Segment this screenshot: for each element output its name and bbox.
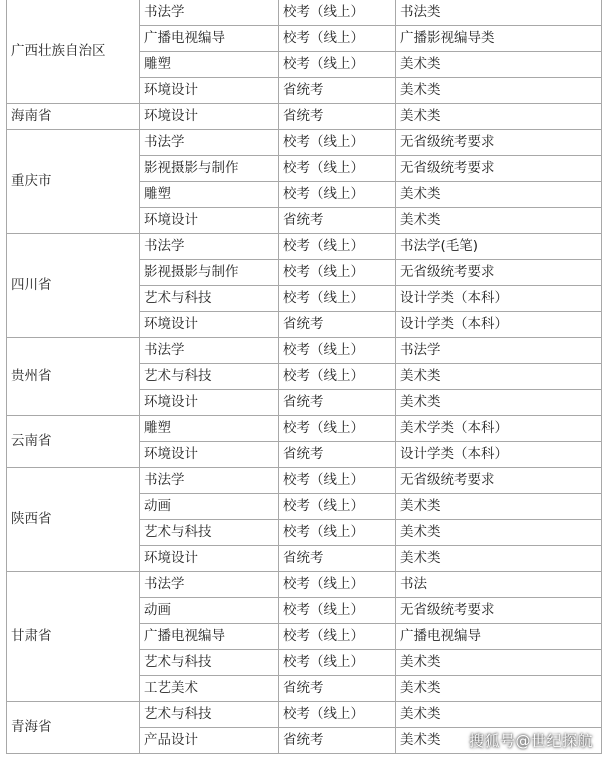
category-cell: 无省级统考要求: [396, 156, 602, 182]
category-cell: 无省级统考要求: [396, 130, 602, 156]
category-cell: 无省级统考要求: [396, 468, 602, 494]
major-cell: 书法学: [140, 0, 279, 26]
category-cell: 书法学: [396, 338, 602, 364]
exam-type-cell: 校考（线上）: [279, 520, 396, 546]
major-cell: 环境设计: [140, 390, 279, 416]
province-cell: 四川省: [7, 234, 140, 338]
exam-type-cell: 校考（线上）: [279, 702, 396, 728]
category-cell: 广播影视编导类: [396, 26, 602, 52]
major-cell: 产品设计: [140, 728, 279, 754]
exam-type-cell: 省统考: [279, 728, 396, 754]
exam-type-cell: 校考（线上）: [279, 26, 396, 52]
category-cell: 设计学类（本科）: [396, 312, 602, 338]
table-row: [7, 130, 602, 156]
exam-type-cell: 省统考: [279, 78, 396, 104]
table-body: [7, 0, 602, 754]
exam-type-cell: 校考（线上）: [279, 572, 396, 598]
major-cell: 广播电视编导: [140, 624, 279, 650]
category-cell: 美术类: [396, 104, 602, 130]
major-cell: 雕塑: [140, 182, 279, 208]
category-cell: 无省级统考要求: [396, 260, 602, 286]
exam-type-cell: 校考（线上）: [279, 130, 396, 156]
major-cell: 环境设计: [140, 312, 279, 338]
major-cell: 书法学: [140, 572, 279, 598]
major-cell: 影视摄影与制作: [140, 260, 279, 286]
exam-type-cell: 省统考: [279, 442, 396, 468]
province-cell: 云南省: [7, 416, 140, 468]
major-cell: 艺术与科技: [140, 520, 279, 546]
province-cell: 青海省: [7, 702, 140, 754]
exam-type-cell: 校考（线上）: [279, 650, 396, 676]
major-cell: 雕塑: [140, 52, 279, 78]
major-cell: 艺术与科技: [140, 702, 279, 728]
exam-type-cell: 校考（线上）: [279, 468, 396, 494]
major-cell: 艺术与科技: [140, 650, 279, 676]
province-cell: 甘肃省: [7, 572, 140, 702]
province-cell: 海南省: [7, 104, 140, 130]
table-row: [7, 572, 602, 598]
major-cell: 环境设计: [140, 104, 279, 130]
major-cell: 书法学: [140, 234, 279, 260]
exam-type-cell: 校考（线上）: [279, 364, 396, 390]
major-cell: 环境设计: [140, 546, 279, 572]
exam-type-cell: 省统考: [279, 676, 396, 702]
category-cell: 美术类: [396, 728, 602, 754]
category-cell: 美术类: [396, 650, 602, 676]
table-row: [7, 468, 602, 494]
category-cell: 美术类: [396, 78, 602, 104]
major-cell: 书法学: [140, 338, 279, 364]
exam-type-cell: 校考（线上）: [279, 624, 396, 650]
category-cell: 广播电视编导: [396, 624, 602, 650]
exam-type-cell: 校考（线上）: [279, 0, 396, 26]
exam-type-cell: 省统考: [279, 208, 396, 234]
category-cell: 书法: [396, 572, 602, 598]
major-cell: 艺术与科技: [140, 286, 279, 312]
category-cell: 设计学类（本科）: [396, 442, 602, 468]
category-cell: 美术类: [396, 364, 602, 390]
category-cell: 书法学(毛笔): [396, 234, 602, 260]
category-cell: 美术类: [396, 390, 602, 416]
category-cell: 无省级统考要求: [396, 598, 602, 624]
category-cell: 美术类: [396, 676, 602, 702]
exam-type-cell: 校考（线上）: [279, 494, 396, 520]
major-cell: 书法学: [140, 130, 279, 156]
major-cell: 动画: [140, 598, 279, 624]
table-row: [7, 416, 602, 442]
category-cell: 美术类: [396, 52, 602, 78]
major-cell: 环境设计: [140, 442, 279, 468]
exam-type-cell: 校考（线上）: [279, 234, 396, 260]
exam-type-cell: 校考（线上）: [279, 338, 396, 364]
major-cell: 环境设计: [140, 208, 279, 234]
table-row: [7, 104, 602, 130]
table-row: [7, 234, 602, 260]
category-cell: 美术类: [396, 520, 602, 546]
category-cell: 书法类: [396, 0, 602, 26]
exam-type-cell: 省统考: [279, 546, 396, 572]
exam-type-cell: 省统考: [279, 312, 396, 338]
major-cell: 雕塑: [140, 416, 279, 442]
category-cell: 美术类: [396, 182, 602, 208]
category-cell: 美术类: [396, 494, 602, 520]
province-cell: 陕西省: [7, 468, 140, 572]
exam-type-cell: 校考（线上）: [279, 182, 396, 208]
watermark: 搜狐号@世纪探航: [468, 732, 593, 750]
major-cell: 环境设计: [140, 78, 279, 104]
exam-type-cell: 省统考: [279, 390, 396, 416]
major-cell: 影视摄影与制作: [140, 156, 279, 182]
category-cell: 美术类: [396, 208, 602, 234]
province-cell: 重庆市: [7, 130, 140, 234]
province-cell: 广西壮族自治区: [7, 0, 140, 104]
exam-type-cell: 校考（线上）: [279, 260, 396, 286]
exam-type-cell: 校考（线上）: [279, 416, 396, 442]
major-cell: 动画: [140, 494, 279, 520]
category-cell: 设计学类（本科）: [396, 286, 602, 312]
category-cell: 美术学类（本科）: [396, 416, 602, 442]
admissions-table: [6, 0, 602, 754]
province-cell: 贵州省: [7, 338, 140, 416]
exam-type-cell: 校考（线上）: [279, 598, 396, 624]
category-cell: 美术类: [396, 546, 602, 572]
exam-type-cell: 省统考: [279, 104, 396, 130]
major-cell: 广播电视编导: [140, 26, 279, 52]
category-cell: 美术类: [396, 702, 602, 728]
exam-type-cell: 校考（线上）: [279, 286, 396, 312]
major-cell: 艺术与科技: [140, 364, 279, 390]
table-row: [7, 0, 602, 26]
table-row: [7, 338, 602, 364]
exam-type-cell: 校考（线上）: [279, 52, 396, 78]
major-cell: 工艺美术: [140, 676, 279, 702]
major-cell: 书法学: [140, 468, 279, 494]
table-row: [7, 702, 602, 728]
exam-type-cell: 校考（线上）: [279, 156, 396, 182]
